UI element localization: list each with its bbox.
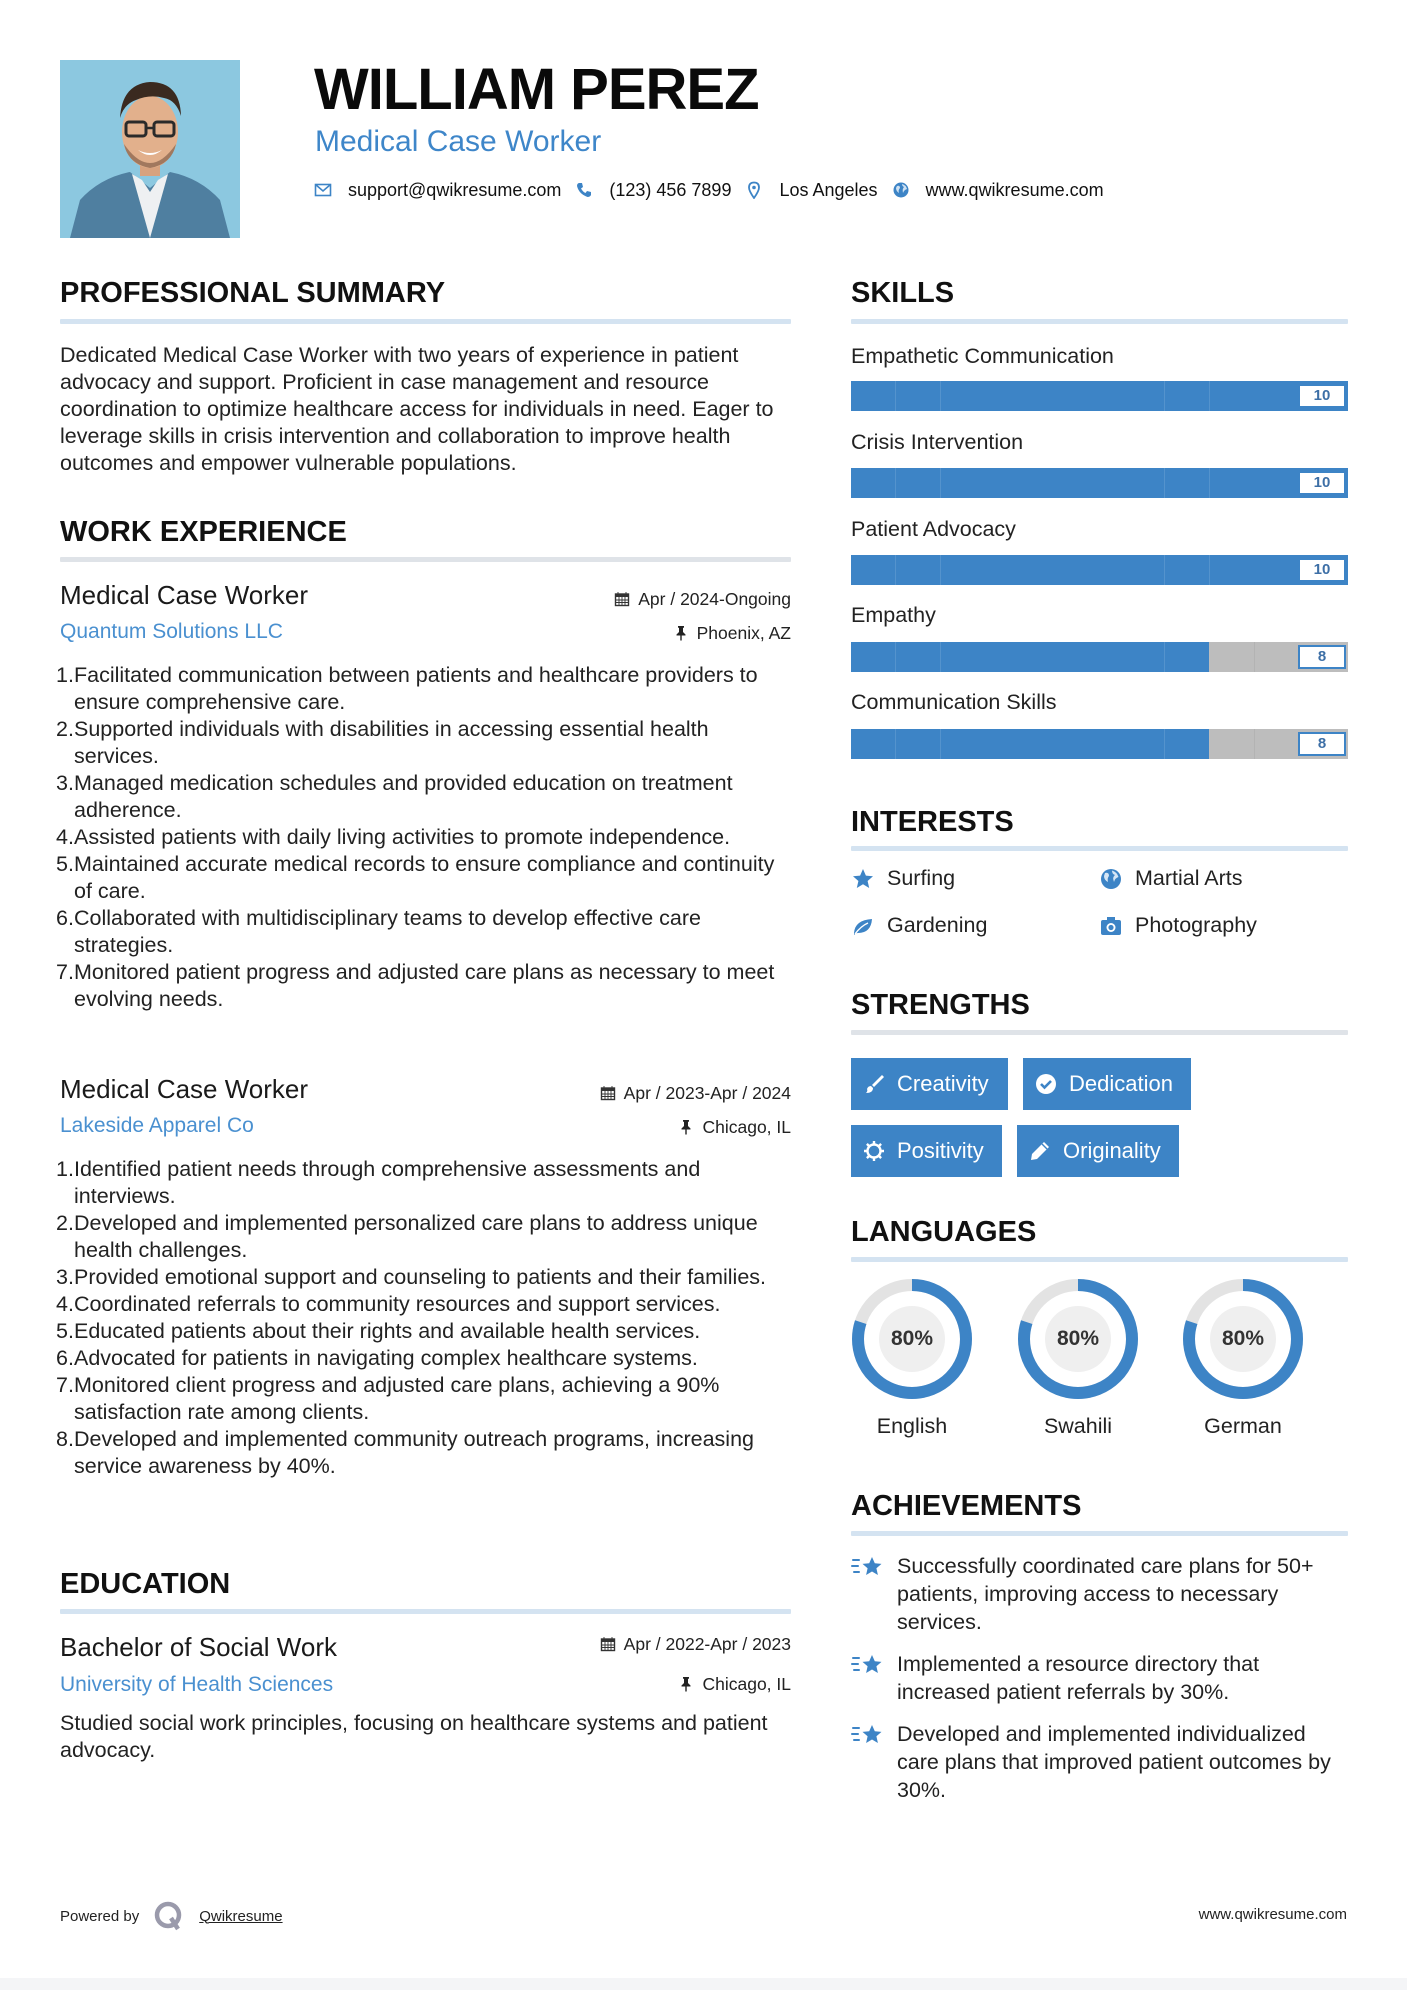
strengths-divider <box>851 1030 1348 1035</box>
job-location-text: Chicago, IL <box>702 1117 791 1137</box>
job-bullet: 2. Developed and implemented personalized care plans to address unique health challenges. <box>56 1211 758 1262</box>
language-percent: 80% <box>1221 1327 1265 1350</box>
skill-bar-fill <box>851 555 1348 585</box>
job-bullet: 1. Identified patient needs through comprehensive assessments and interviews. <box>56 1157 701 1208</box>
language-item <box>851 1278 973 1439</box>
skill-value: 8 <box>1298 732 1346 756</box>
map-marker-icon <box>745 181 763 199</box>
skill-bar-fill <box>851 381 1348 411</box>
skill-bar-fill <box>851 642 1209 672</box>
language-percent: 80% <box>890 1327 934 1350</box>
education-heading: EDUCATION <box>60 1568 231 1600</box>
job-title: Medical Case Worker <box>60 580 309 610</box>
job-date <box>600 1082 791 1104</box>
job-bullet: 4. Assisted patients with daily living activities to promote independence. <box>56 825 731 849</box>
check-circle-icon <box>1035 1073 1057 1095</box>
contact-email-text: support@qwikresume.com <box>348 179 562 200</box>
language-progress-ring <box>1182 1278 1304 1400</box>
achievement-item: Implemented a resource directory that increased patient referrals by 30%. <box>851 1650 1348 1706</box>
language-progress-ring <box>851 1278 973 1400</box>
skills-divider <box>851 319 1348 324</box>
interest-item: Gardening <box>851 913 987 938</box>
strengths-heading: STRENGTHS <box>851 989 1030 1021</box>
education-date-text: Apr / 2022-Apr / 2023 <box>623 1634 791 1654</box>
achievements-divider <box>851 1531 1348 1536</box>
person-avatar-icon <box>60 60 240 238</box>
job-bullet: 3. Managed medication schedules and provided education on treatment adherence. <box>56 771 733 822</box>
strength-tag: Creativity <box>851 1058 1008 1110</box>
languages-heading: LANGUAGES <box>851 1216 1037 1248</box>
skill-bar-fill <box>851 468 1348 498</box>
contact-website-text: www.qwikresume.com <box>925 179 1104 200</box>
calendar-icon <box>614 591 630 607</box>
qwikresume-logo-icon <box>153 1900 185 1932</box>
skill-value: 10 <box>1298 471 1346 495</box>
contact-phone[interactable] <box>575 180 731 201</box>
job-bullet: 2. Supported individuals with disabilities in accessing essential health services. <box>56 717 709 768</box>
contact-location <box>745 180 877 201</box>
education-divider <box>60 1609 791 1614</box>
achievements-heading: ACHIEVEMENTS <box>851 1490 1082 1522</box>
education-location-text: Chicago, IL <box>702 1674 791 1694</box>
contact-phone-text: (123) 456 7899 <box>609 179 732 200</box>
language-progress-ring <box>1017 1278 1139 1400</box>
skill-bar <box>851 642 1348 672</box>
language-name: English <box>876 1414 948 1438</box>
page-bottom-edge <box>0 1978 1407 1990</box>
footer-powered-by <box>60 1900 283 1932</box>
candidate-role: Medical Case Worker <box>315 125 602 158</box>
leaf-icon <box>851 914 875 938</box>
job-bullet: 5. Educated patients about their rights and available health services. <box>56 1319 701 1343</box>
job-date-text: Apr / 2023-Apr / 2024 <box>623 1083 791 1103</box>
education-date <box>600 1633 791 1655</box>
shooting-star-icon <box>851 1722 885 1750</box>
languages-divider <box>851 1257 1348 1262</box>
job-bullet: 1. Facilitated communication between patients and healthcare providers to ensure comprehensive care. <box>56 663 758 714</box>
summary-divider <box>60 319 791 324</box>
skill-value: 8 <box>1298 645 1346 669</box>
skill-label: Empathy <box>851 603 936 627</box>
calendar-icon <box>600 1085 616 1101</box>
job-bullet: 3. Provided emotional support and counseling to patients and their families. <box>56 1265 766 1289</box>
job-company: Quantum Solutions LLC <box>60 620 283 643</box>
achievement-item: Successfully coordinated care plans for 50+ patients, improving access to necessary services. <box>851 1552 1348 1636</box>
education-location <box>678 1673 791 1695</box>
achievement-item: Developed and implemented individualized care plans that improved patient outcomes by 30%. <box>851 1720 1348 1804</box>
contact-website[interactable] <box>892 180 1104 201</box>
job-location <box>678 1116 791 1138</box>
skill-label: Empathetic Communication <box>851 344 1114 368</box>
skill-value: 10 <box>1298 384 1346 408</box>
interest-item: Photography <box>1099 913 1257 938</box>
language-name: Swahili <box>1043 1414 1113 1438</box>
job-bullet: 8. Developed and implemented community outreach programs, increasing service awareness by 40%. <box>56 1427 754 1478</box>
job-location <box>673 622 791 644</box>
globe-icon <box>892 181 910 199</box>
job-location-text: Phoenix, AZ <box>696 623 791 643</box>
skill-value: 10 <box>1298 558 1346 582</box>
job-bullet: 6. Advocated for patients in navigating complex healthcare systems. <box>56 1346 698 1370</box>
language-percent: 80% <box>1056 1327 1100 1350</box>
skill-label: Patient Advocacy <box>851 517 1016 541</box>
shooting-star-icon <box>851 1554 885 1582</box>
education-description: Studied social work principles, focusing on healthcare systems and patient advocacy. <box>60 1711 768 1762</box>
job-title: Medical Case Worker <box>60 1074 309 1104</box>
skill-bar-fill <box>851 729 1209 759</box>
job-date-text: Apr / 2024-Ongoing <box>638 589 791 609</box>
phone-icon <box>575 181 593 199</box>
interests-divider <box>851 846 1348 851</box>
contact-bar <box>314 178 1118 202</box>
profile-photo <box>60 60 240 238</box>
star-icon <box>851 867 875 891</box>
pushpin-icon <box>678 1119 694 1135</box>
envelope-icon <box>314 181 332 199</box>
contact-location-text: Los Angeles <box>779 179 878 200</box>
job-bullet: 4. Coordinated referrals to community resources and support services. <box>56 1292 721 1316</box>
strength-tag: Originality <box>1017 1125 1179 1177</box>
language-name: German <box>1204 1414 1282 1438</box>
school-name: University of Health Sciences <box>60 1673 334 1696</box>
job-bullets <box>56 1156 791 1480</box>
skill-bar <box>851 729 1348 759</box>
job-bullet: 7. Monitored patient progress and adjusted care plans as necessary to meet evolving needs. <box>56 960 775 1011</box>
skill-bar <box>851 468 1348 498</box>
interest-item: Surfing <box>851 866 955 891</box>
strength-tag: Positivity <box>851 1125 1002 1177</box>
job-bullet: 7. Monitored client progress and adjusted care plans, achieving a 90% satisfaction rate among clients. <box>56 1373 720 1424</box>
interest-item: Martial Arts <box>1099 866 1243 891</box>
skill-label: Communication Skills <box>851 690 1057 714</box>
gear-icon <box>863 1140 885 1162</box>
footer-site-link[interactable]: www.qwikresume.com <box>1198 1906 1347 1923</box>
job-company: Lakeside Apparel Co <box>60 1114 254 1137</box>
pushpin-icon <box>678 1676 694 1692</box>
experience-heading: WORK EXPERIENCE <box>60 516 347 548</box>
degree-title: Bachelor of Social Work <box>60 1632 337 1662</box>
powered-by-label: Powered by <box>60 1907 140 1925</box>
skill-label: Crisis Intervention <box>851 430 1024 454</box>
pushpin-icon <box>673 625 689 641</box>
camera-icon <box>1099 914 1123 938</box>
interests-heading: INTERESTS <box>851 806 1014 838</box>
qwikresume-link[interactable]: Qwikresume <box>199 1907 283 1925</box>
summary-text: Dedicated Medical Case Worker with two years of experience in patient advocacy and support. Proficient in case management and resource coordination to optimize healthcare access for individuals in need. Eager to leverage skills in crisis intervention and collaboration to improve health outcomes and empower vulnerable populations. <box>60 343 774 475</box>
shooting-star-icon <box>851 1652 885 1680</box>
strength-tag: Dedication <box>1023 1058 1191 1110</box>
candidate-name: WILLIAM PEREZ <box>314 57 759 122</box>
job-bullet: 5. Maintained accurate medical records to ensure compliance and continuity of care. <box>56 852 775 903</box>
job-bullets <box>56 662 791 1013</box>
summary-heading: PROFESSIONAL SUMMARY <box>60 277 446 309</box>
skill-bar <box>851 555 1348 585</box>
job-date <box>614 588 791 610</box>
experience-divider <box>60 557 791 562</box>
paintbrush-icon <box>863 1073 885 1095</box>
pencil-icon <box>1029 1140 1051 1162</box>
calendar-icon <box>600 1636 616 1652</box>
globe-icon <box>1099 867 1123 891</box>
job-bullet: 6. Collaborated with multidisciplinary teams to develop effective care strategies. <box>56 906 701 957</box>
language-item <box>1182 1278 1304 1439</box>
contact-email[interactable] <box>314 180 561 201</box>
language-item <box>1017 1278 1139 1439</box>
skills-heading: SKILLS <box>851 277 955 309</box>
skill-bar <box>851 381 1348 411</box>
